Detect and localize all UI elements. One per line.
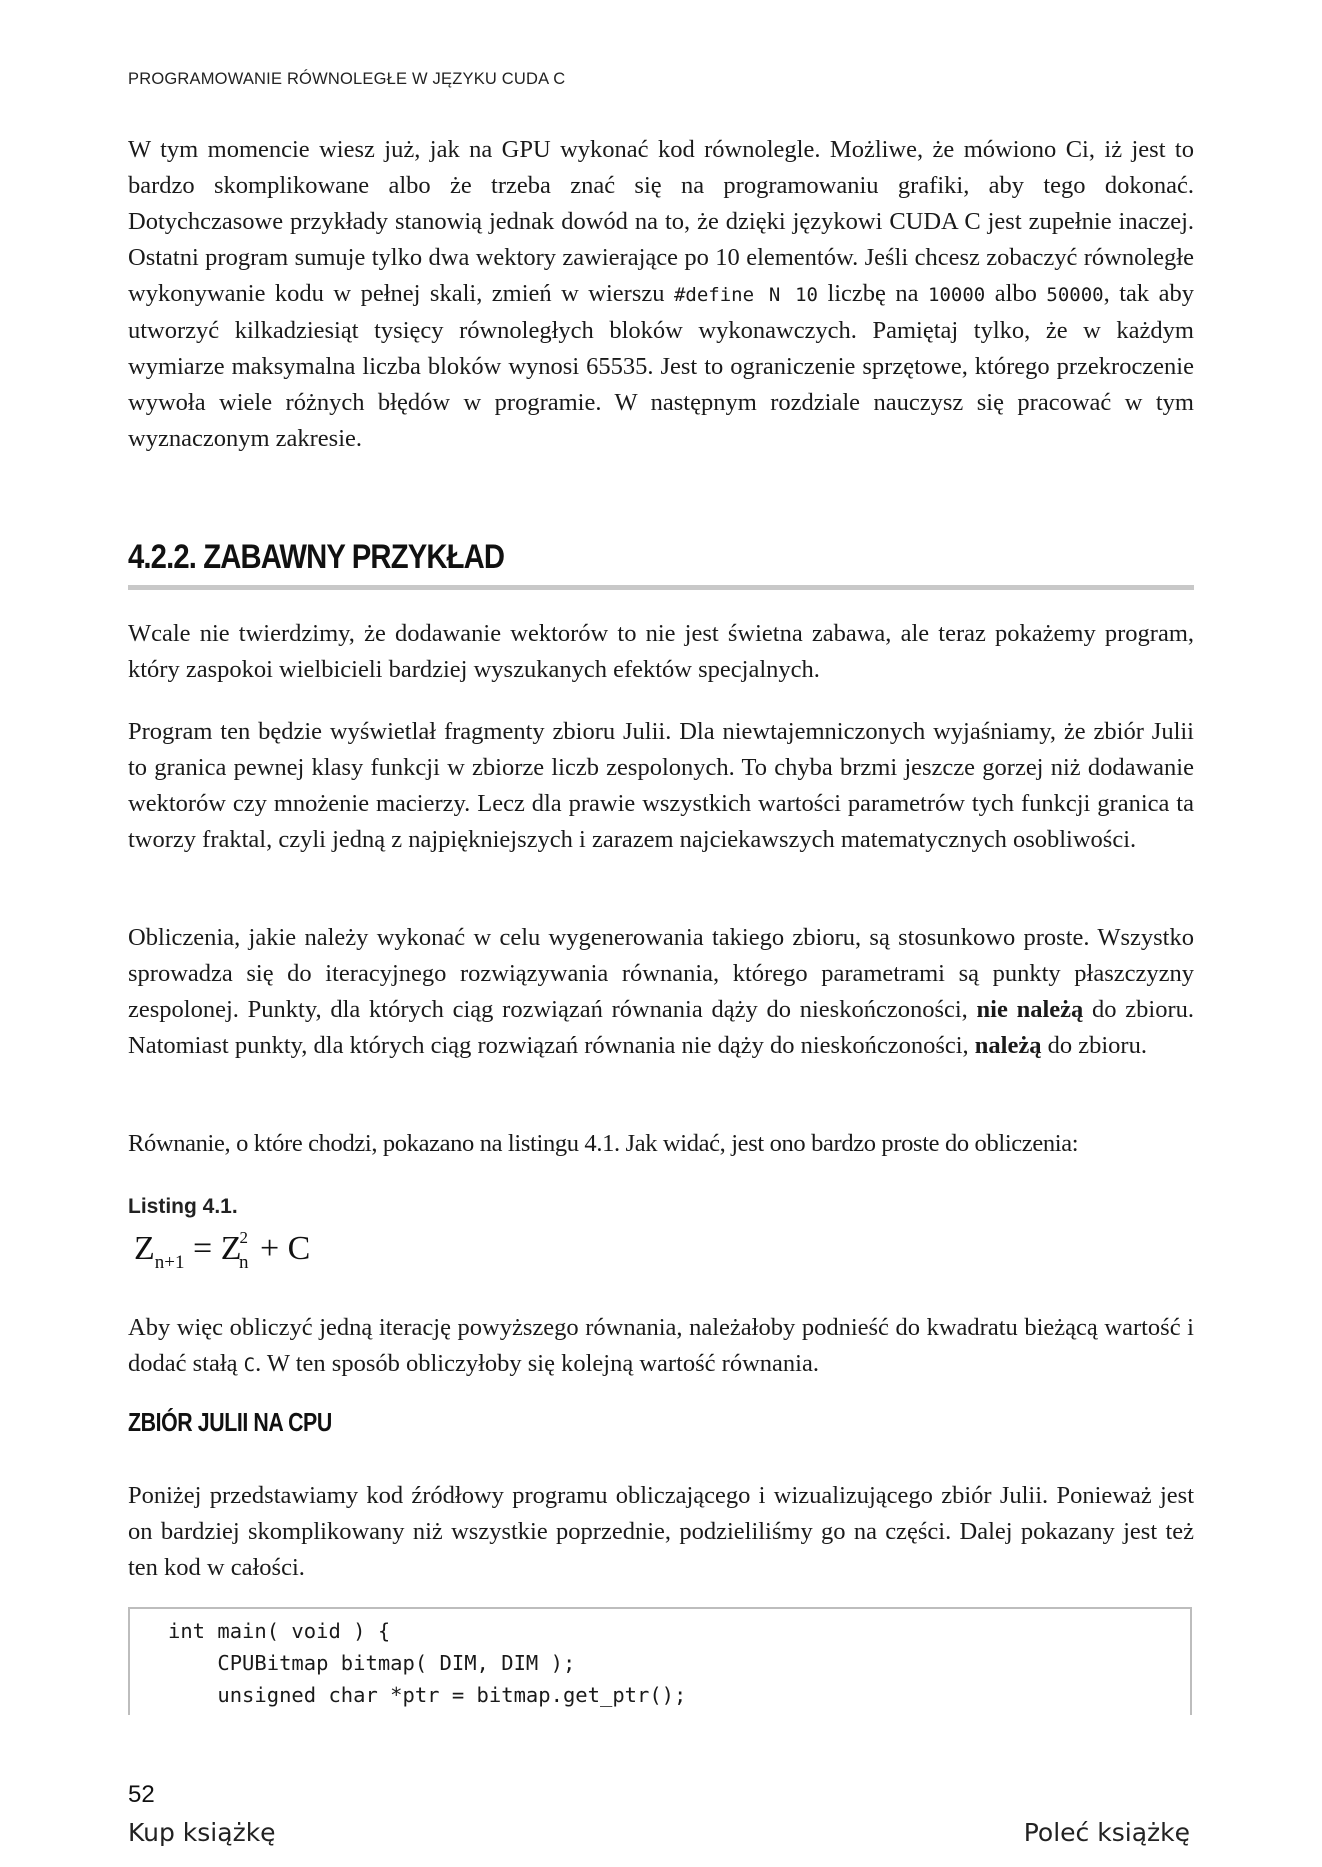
inline-code-c: C <box>243 1354 256 1376</box>
paragraph-computation <box>128 920 1194 1064</box>
paragraph-text: W tym momencie wiesz już, jak na GPU wykonać kod równolegle. Możliwe, że mówiono Ci, iż jest to bardzo skomplikowane albo że trzeba znać się na programowaniu grafiki, aby tego dokonać. Dotychczasowe przykłady stanowią jednak dowód na to, że dzięki językowi CUDA C jest zupełnie inaczej. Ostatni program sumuje tylko dwa wektory zawierające po 10 elementów. Jeśli chcesz zobaczyć równoległe wykonywanie kodu w pełnej skali, zmień w wierszu <box>128 136 1194 307</box>
formula-rhs-indices <box>238 1228 259 1274</box>
paragraph-text: Obliczenia, jakie należy wykonać w celu wygenerowania takiego zbioru, są stosunkowo proste. Wszystko sprowadza się do iteracyjnego rozwiązywania równania, którego parametrami są punkty płaszczyzny zespolonej. Punkty, dla których ciąg rozwiązań równania dąży do nieskończoności, <box>128 924 1194 1023</box>
inline-code-50000: 50000 <box>1046 284 1104 306</box>
section-heading: 4.2.2. ZABAWNY PRZYKŁAD <box>128 538 505 576</box>
formula-rhs-subscript: n <box>238 1252 249 1273</box>
listing-label: Listing 4.1. <box>128 1195 238 1218</box>
formula-lhs: Z <box>134 1230 155 1267</box>
julia-formula <box>134 1230 310 1274</box>
running-head: PROGRAMOWANIE RÓWNOLEGŁE W JĘZYKU CUDA C <box>128 70 566 88</box>
formula-tail: + C <box>251 1230 311 1267</box>
section-divider <box>128 585 1194 590</box>
formula-lhs-subscript: n+1 <box>154 1252 185 1273</box>
buy-book-link[interactable]: Kup książkę <box>128 1818 276 1847</box>
inline-code-define: #define N 10 <box>673 284 818 306</box>
paragraph-fun-intro: Wcale nie twierdzimy, że dodawanie wektorów to nie jest świetna zabawa, ale teraz pokażemy program, który zaspokoi wielbicieli bardziej wyszukanych efektów specjalnych. <box>128 620 1194 683</box>
formula-rhs-superscript: 2 <box>239 1228 248 1247</box>
paragraph-julia-description: Program ten będzie wyświetlał fragmenty zbioru Julii. Dla niewtajemniczonych wyjaśniamy, że zbiór Julii to granica pewnej klasy funkcji w zbiorze liczb zespolonych. To chyba brzmi jeszcze gorzej niż dodawanie wektorów czy mnożenie macierzy. Lecz dla prawie wszystkich wartości parametrów tych funkcji granica ta tworzy fraktal, czyli jedną z najpiękniejszych i zarazem najciekawszych matematycznych osobliwości. <box>128 718 1194 853</box>
paragraph-equation-intro: Równanie, o które chodzi, pokazano na listingu 4.1. Jak widać, jest ono bardzo proste do obliczenia: <box>128 1130 1079 1157</box>
paragraph-text: . W ten sposób obliczyłoby się kolejną wartość równania. <box>255 1350 819 1377</box>
bold-text: nie należą <box>976 996 1084 1023</box>
code-line: CPUBitmap bitmap( DIM, DIM ); <box>168 1651 576 1675</box>
paragraph-intro <box>128 132 1194 457</box>
code-line: unsigned char *ptr = bitmap.get_ptr(); <box>168 1683 687 1707</box>
code-line: int main( void ) { <box>168 1619 391 1643</box>
subheading-julia-cpu: ZBIÓR JULII NA CPU <box>128 1407 332 1437</box>
paragraph-text: do zbioru. Natomiast punkty, dla których ciąg rozwiązań równania nie dąży do nieskończoności, <box>128 996 1194 1059</box>
formula-rhs: Z <box>220 1230 242 1267</box>
recommend-book-link[interactable]: Poleć książkę <box>1023 1818 1190 1847</box>
inline-code-10000: 10000 <box>928 284 986 306</box>
paragraph-source-intro: Poniżej przedstawiamy kod źródłowy programu obliczającego i wizualizującego zbiór Julii. Ponieważ jest on bardziej skomplikowany niż wszystkie poprzednie, podzieliliśmy go na części. Dalej pokazany jest też ten kod w całości. <box>128 1482 1194 1581</box>
formula-equals: = <box>184 1230 221 1267</box>
paragraph-text: liczbę na <box>817 280 929 307</box>
paragraph-text: albo <box>985 280 1047 307</box>
page-number: 52 <box>128 1781 155 1808</box>
paragraph-text: do zbioru. <box>1041 1032 1147 1059</box>
code-listing <box>128 1607 1192 1715</box>
paragraph-text: Aby więc obliczyć jedną iterację powyższego równania, należałoby podnieść do kwadratu bieżącą wartość i dodać stałą <box>128 1314 1194 1377</box>
paragraph-iteration <box>128 1310 1194 1383</box>
bold-text: należą <box>974 1032 1042 1059</box>
paragraph-text: , tak aby utworzyć kilkadziesiąt tysięcy równoległych bloków wykonawczych. Pamiętaj tylko, że w każdym wymiarze maksymalna liczba bloków wynosi 65535. Jest to ograniczenie sprzętowe, którego przekroczenie wywoła wiele różnych błędów w programie. W następnym rozdziale nauczysz się pracować w tym wyznaczonym zakresie. <box>128 280 1194 452</box>
